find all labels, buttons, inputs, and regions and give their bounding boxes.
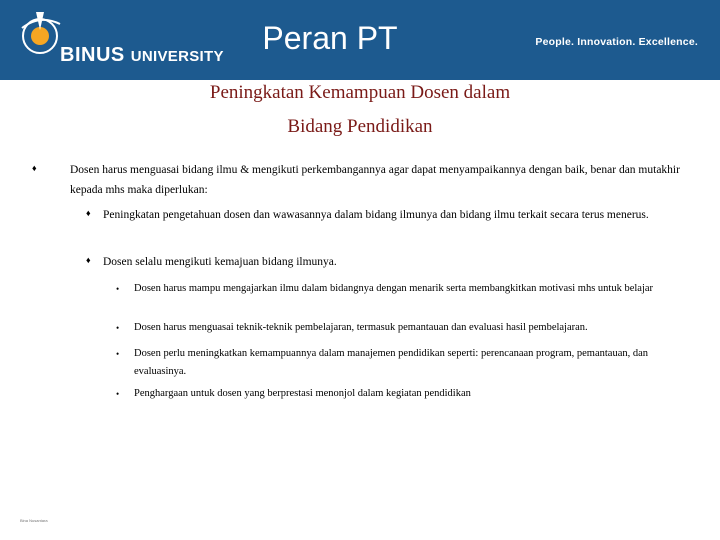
- bullet-l3-text: Dosen perlu meningkatkan kemampuannya dalam manajemen pendidikan seperti: perencanaan program, pemantauan, dan evaluasinya.: [134, 348, 649, 377]
- footer-note: Bina Nusantara: [20, 518, 48, 523]
- bullet-l3-text: Dosen harus menguasai teknik-teknik pembelajaran, termasuk pemantauan dan evaluasi hasil pembelajaran.: [134, 322, 588, 333]
- bullet-marker: •: [116, 323, 120, 333]
- bullet-l2-text: Dosen selalu mengikuti kemajuan bidang ilmunya.: [103, 256, 337, 268]
- bullet-l3-text: Penghargaan untuk dosen yang berprestasi menonjol dalam kegiatan pendidikan: [134, 388, 471, 399]
- logo-binus: BINUS: [60, 44, 125, 66]
- bullet-l3-text: Dosen harus mampu mengajarkan ilmu dalam bidangnya dengan menarik serta membangkitkan motivasi mhs untuk belajar: [134, 283, 654, 294]
- bullet-l2-text: Peningkatan pengetahuan dosen dan wawasannya dalam bidang ilmunya dan bidang ilmu terkait secara terus menerus.: [103, 209, 649, 221]
- bullet-marker: ♦: [86, 255, 91, 265]
- bullet-marker: ♦: [32, 163, 37, 173]
- slide-header: [0, 0, 720, 80]
- bullet-marker: •: [116, 284, 120, 294]
- bullet-marker: ♦: [86, 208, 91, 218]
- bullet-marker: •: [116, 349, 120, 359]
- page-title: Peran PT: [262, 20, 398, 56]
- bullet-l1-text: Dosen harus menguasai bidang ilmu & mengikuti perkembangannya agar dapat menyampaikannya dengan baik, benar dan mutakhir kepada mhs maka diperlukan:: [70, 164, 680, 196]
- subtitle-line-2: Bidang Pendidikan: [287, 116, 433, 137]
- logo-text: [60, 44, 224, 67]
- tagline: People. Innovation. Excellence.: [535, 36, 698, 48]
- bullet-marker: •: [116, 389, 120, 399]
- subtitle-line-1: Peningkatan Kemampuan Dosen dalam: [209, 82, 511, 103]
- logo-university: UNIVERSITY: [130, 48, 224, 65]
